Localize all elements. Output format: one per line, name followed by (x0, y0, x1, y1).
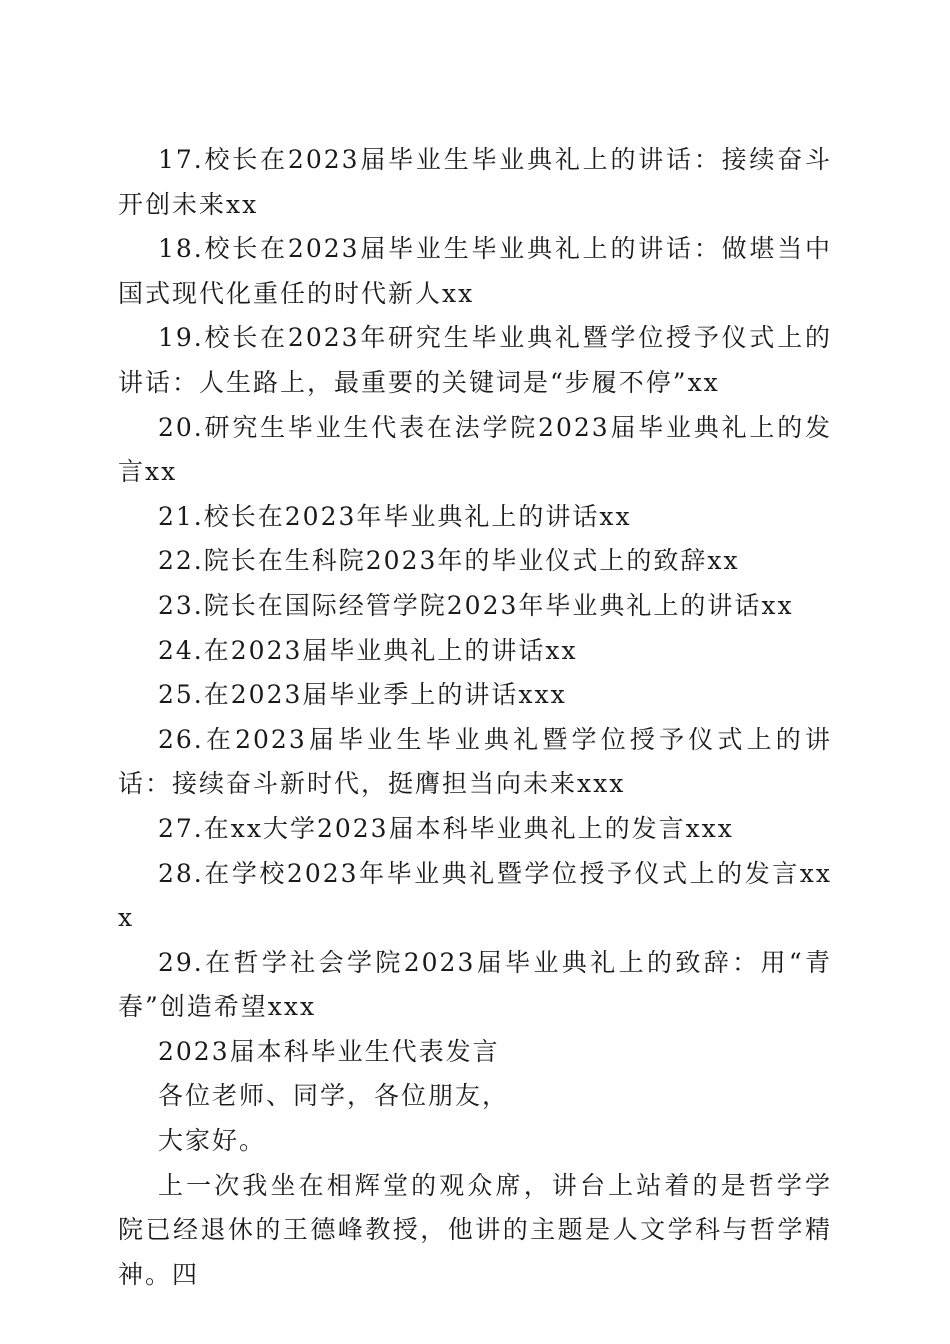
speech-greeting: 大家好。 (158, 1126, 267, 1156)
toc-item-26: 26.在2023届毕业生毕业典礼暨学位授予仪式上的讲话：接续奋斗新时代，挺膺担当向未来xxx (118, 724, 832, 799)
speech-title: 2023届本科毕业生代表发言 (158, 1036, 500, 1066)
toc-item-28: 28.在学校2023年毕业典礼暨学位授予仪式上的发言xxx (118, 858, 832, 933)
document-page (118, 138, 832, 1297)
toc-item-25: 25.在2023届毕业季上的讲话xxx (158, 680, 567, 710)
toc-item-27: 27.在xx大学2023届本科毕业典礼上的发言xxx (158, 813, 734, 843)
toc-item-21: 21.校长在2023年毕业典礼上的讲话xx (158, 501, 632, 531)
toc-item-17: 17.校长在2023届毕业生毕业典礼上的讲话：接续奋斗开创未来xx (118, 145, 832, 219)
toc-item-24: 24.在2023届毕业典礼上的讲话xx (158, 635, 578, 665)
toc-item-22: 22.院长在生科院2023年的毕业仪式上的致辞xx (158, 546, 740, 576)
toc-item-18: 18.校长在2023届毕业生毕业典礼上的讲话：做堪当中国式现代化重任的时代新人xx (118, 234, 832, 308)
toc-item-23: 23.院长在国际经管学院2023年毕业典礼上的讲话xx (158, 590, 794, 620)
toc-item-20: 20.研究生毕业生代表在法学院2023届毕业典礼上的发言xx (118, 412, 832, 487)
speech-salutation: 各位老师、同学，各位朋友， (158, 1081, 510, 1111)
toc-item-29: 29.在哲学社会学院2023届毕业典礼上的致辞：用“青春”创造希望xxx (118, 947, 832, 1022)
speech-body-paragraph: 上一次我坐在相辉堂的观众席，讲台上站着的是哲学学院已经退休的王德峰教授，他讲的主题是人文学科与哲学精神。四 (118, 1170, 832, 1289)
toc-item-19: 19.校长在2023年研究生毕业典礼暨学位授予仪式上的讲话：人生路上，最重要的关键词是“步履不停”xx (118, 323, 832, 397)
